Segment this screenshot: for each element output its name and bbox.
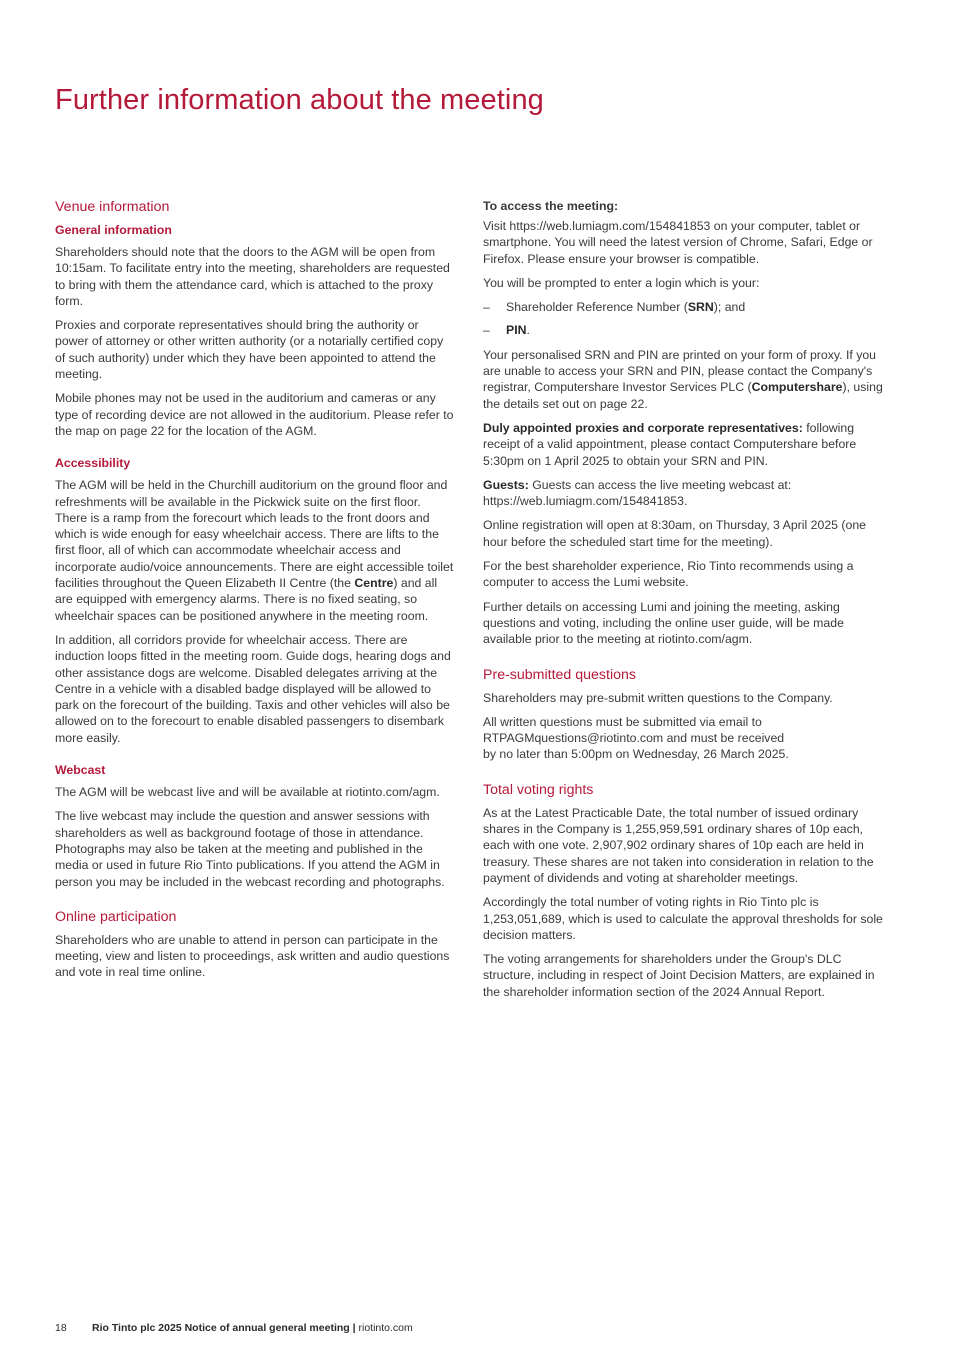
left-column	[55, 198, 455, 989]
presubmitted-questions-heading: Pre-submitted questions	[483, 666, 636, 683]
venue-paragraph-1: Shareholders should note that the doors to the AGM will be open from 10:15am. To facilitate entry into the meeting, shareholders are requested to bring with them the attendance card, which is attached to the proxy form.	[55, 245, 450, 308]
venue-paragraph-2: Proxies and corporate representatives should bring the authority or power of attorney or other written authority (or a notarially certified copy of such authority) under which they have been appointed to attend the meeting.	[55, 318, 444, 382]
login-list	[483, 299, 883, 339]
access-paragraph-7: For the best shareholder experience, Rio Tinto recommends using a computer to access the Lumi website.	[483, 559, 854, 590]
presubmitted-paragraph-2: All written questions must be submitted via email to RTPAGMquestions@riotinto.com and must be received by no later than 5:00pm on Wednesday, 26 March 2025.	[483, 714, 789, 762]
footer-site-link[interactable]: riotinto.com	[358, 1322, 413, 1334]
webcast-paragraph-2: The live webcast may include the question and answer sessions with shareholders as well as background footage of those in attendance. Photographs may also be taken at the meeting and published in the media or used in future Rio Tinto publications. If you attend the AGM in person you may be included in the webcast recording and photographs.	[55, 809, 445, 889]
online-participation-heading: Online participation	[55, 908, 177, 925]
presubmitted-paragraph-1: Shareholders may pre-submit written questions to the Company.	[483, 690, 833, 705]
venue-paragraph-3: Mobile phones may not be used in the auditorium and cameras or any type of recording device are not allowed in the auditorium. Please refer to the map on page 22 for the location of the AGM.	[55, 391, 454, 438]
list-item: – PIN.	[483, 323, 530, 338]
page-footer	[55, 1322, 413, 1334]
venue-heading: Venue information	[55, 199, 170, 215]
accessibility-paragraph-2: In addition, all corridors provide for wheelchair access. There are induction loops fitted in the meeting room. Guide dogs, hearing dogs and other assistance dogs are welcome. Disabled delegates arriving at the Centre in a vehicle with a disabled badge displayed will be allowed to park on the forecourt of the building. Taxis and other vehicles will also be allowed on to the forecourt to enable disabled passengers to disembark more easily.	[55, 632, 451, 745]
accessibility-heading: Accessibility	[55, 456, 131, 471]
access-paragraph-2: You will be prompted to enter a login which is your:	[483, 275, 760, 290]
online-participation-paragraph: Shareholders who are unable to attend in person can participate in the meeting, view and listen to proceedings, ask written and audio questions and vote in real time online.	[55, 932, 450, 980]
general-info-heading: General information	[55, 223, 172, 237]
footer-separator: |	[352, 1322, 356, 1334]
access-meeting-heading: To access the meeting:	[483, 199, 619, 213]
webcast-heading: Webcast	[55, 763, 106, 778]
access-paragraph-1: Visit https://web.lumiagm.com/154841853 on your computer, tablet or smartphone. You will need the latest version of Chrome, Safari, Edge or Firefox. Please ensure your browser is compatible.	[483, 219, 873, 266]
list-item: – Shareholder Reference Number (SRN); and	[483, 300, 746, 315]
page-number: 18	[55, 1322, 67, 1334]
access-paragraph-5: Guests: Guests can access the live meeting webcast at: https://web.lumiagm.com/154841853.	[483, 477, 792, 509]
voting-paragraph-2: Accordingly the total number of voting rights in Rio Tinto plc is 1,253,051,689, which is used to calculate the approval thresholds for sole decision matters.	[483, 895, 883, 942]
voting-paragraph-3: The voting arrangements for shareholders under the Group's DLC structure, including in respect of Joint Decision Matters, are explained in the shareholder information section of the 2024 Annual Report.	[483, 952, 875, 999]
total-voting-rights-heading: Total voting rights	[483, 781, 594, 798]
access-paragraph-6: Online registration will open at 8:30am, on Thursday, 3 April 2025 (one hour before the scheduled start time for the meeting).	[483, 518, 867, 549]
access-paragraph-4: Duly appointed proxies and corporate representatives: following receipt of a valid appointment, please contact Computershare before 5:30pm on 1 April 2025 to obtain your SRN and PIN.	[483, 420, 857, 468]
right-column	[483, 198, 883, 1008]
access-paragraph-3: Your personalised SRN and PIN are printed on your form of proxy. If you are unable to access your SRN and PIN, please contact the Company's registrar, Computershare Investor Services PLC (Computershare), using the details set out on page 22.	[483, 347, 883, 411]
access-paragraph-8: Further details on accessing Lumi and joining the meeting, asking questions and voting, including the online user guide, will be made available prior to the meeting at riotinto.com/agm.	[483, 599, 844, 647]
webcast-paragraph-1: The AGM will be webcast live and will be available at riotinto.com/agm.	[55, 785, 440, 800]
page-title: Further information about the meeting	[55, 84, 544, 116]
voting-paragraph-1: As at the Latest Practicable Date, the total number of issued ordinary shares in the Company is 1,255,959,591 ordinary shares of 10p each, each with one vote. 2,907,902 ordinary shares of 10p each are held in treasury. These shares are not taken into consideration in relation to the payment of dividends and voting at shareholder meetings.	[483, 805, 874, 885]
accessibility-paragraph-1: The AGM will be held in the Churchill auditorium on the ground floor and refreshments will be available in the Pickwick suite on the first floor. There is a ramp from the forecourt which leads to the front doors and which is wide enough for easy wheelchair access. There are lifts to the first floor, all of which can accommodate wheelchair access and incorporate audio/voice announcements. There are eight accessible toilet facilities throughout the Queen Elizabeth II Centre (the Centre) and all are equipped with emergency alarms. There is no fixed seating, so wheelchair spaces can be positioned anywhere in the meeting room.	[55, 478, 454, 623]
footer-title: Rio Tinto plc 2025 Notice of annual general meeting	[92, 1322, 350, 1334]
